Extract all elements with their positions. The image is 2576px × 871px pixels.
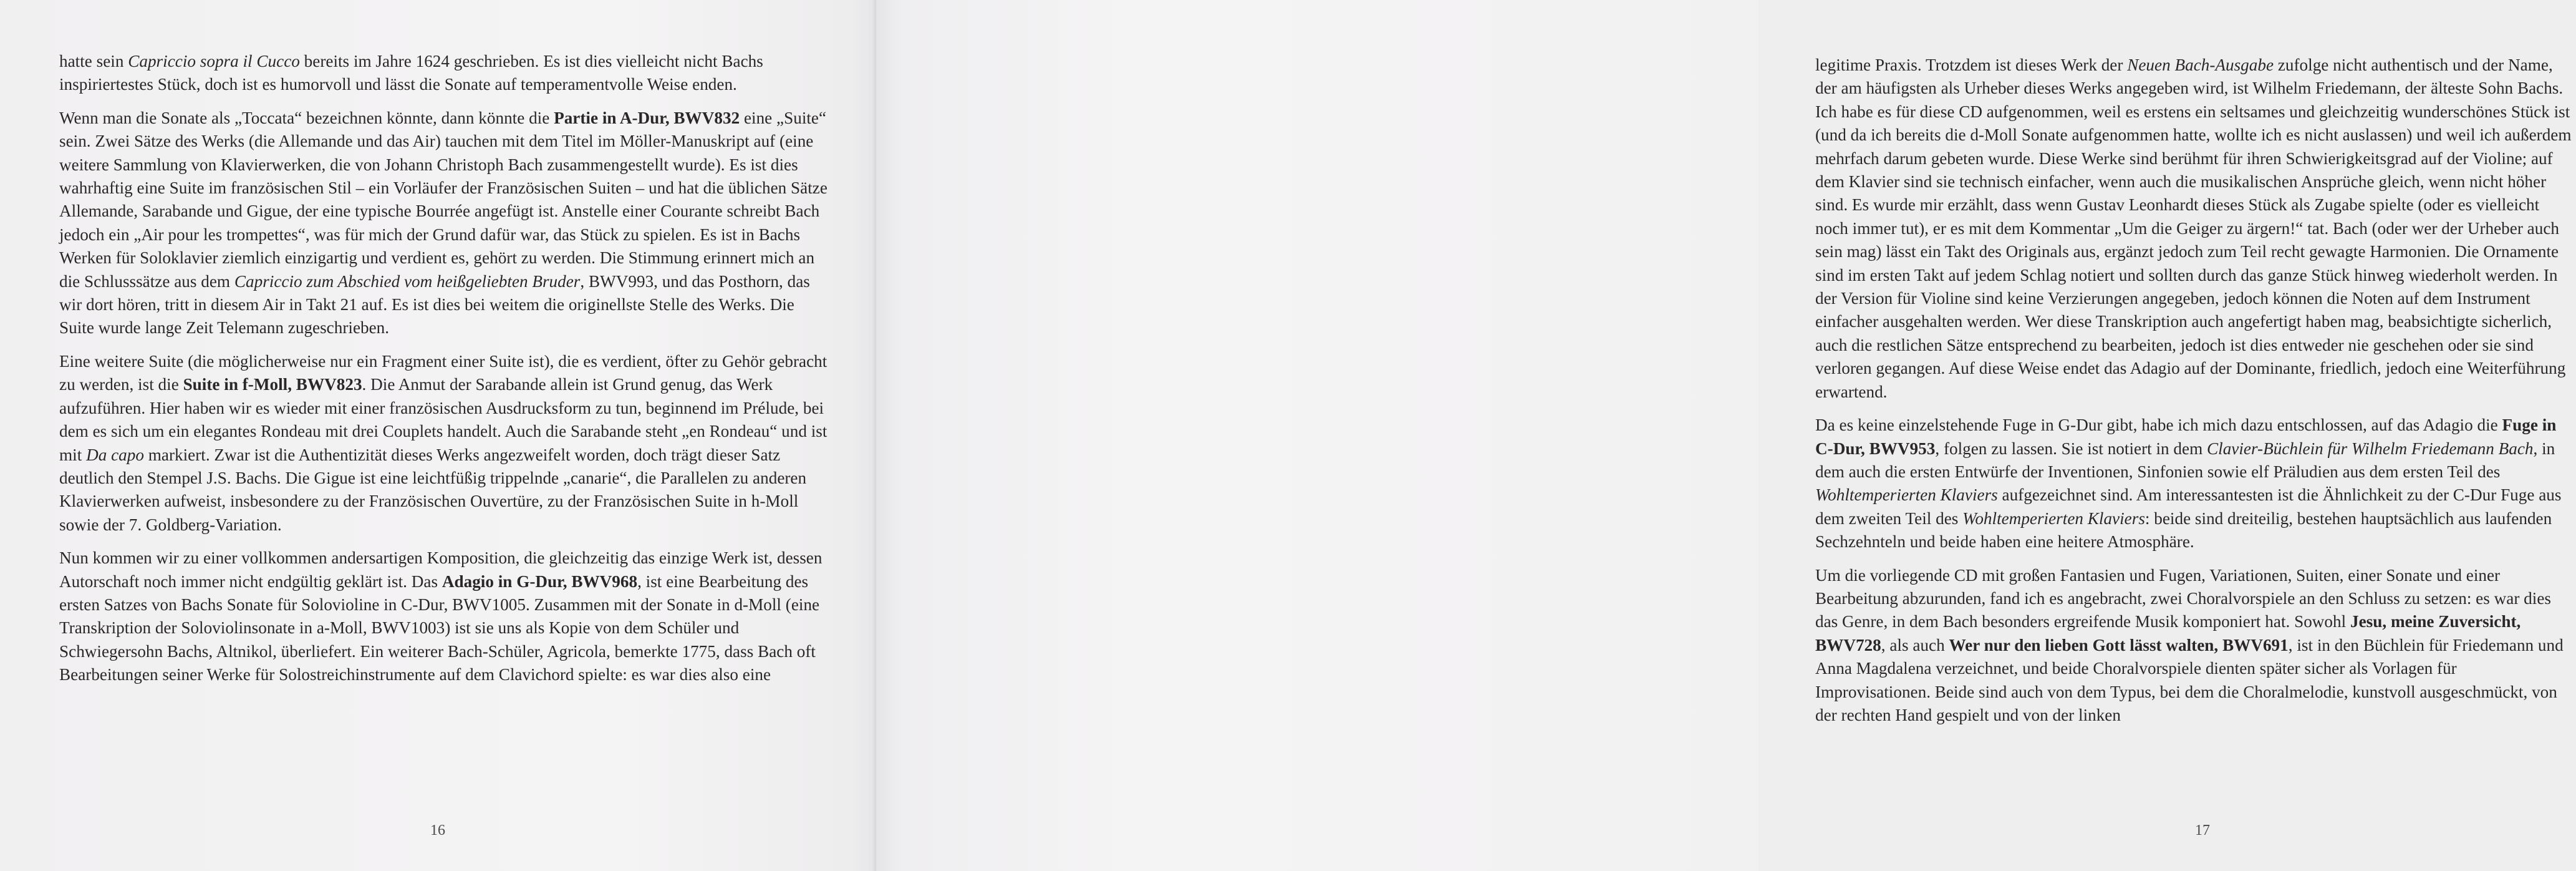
left-page — [0, 0, 876, 871]
page-number: 17 — [2195, 822, 2210, 839]
paragraph: hatte sein Capriccio sopra il Cucco bereits im Jahre 1624 geschrieben. Es ist dies vielleicht nicht Bachs inspiriertestes Stück, doch ist es humorvoll und lässt die Sonate auf temperamentvolle Weise enden. — [59, 52, 763, 94]
work-title: Fuge in C-Dur, BWV953 — [1815, 416, 2557, 458]
paragraph: legitime Praxis. Trotzdem ist dieses Werk der Neuen Bach-Ausgabe zufolge nicht authentisch und der Name, der am häufigsten als Urheber dieses Werks angegeben wird, ist Wilhelm Friedemann, der älteste Sohn Bachs. Ich habe es für diese CD aufgenommen, weil es erstens ein seltsames und gleichzeitig wunderschönes Stück ist (und da ich bereits die d-Moll Sonate aufgenommen hatte, wollte ich es nicht auslassen) und weil ich außerdem mehrfach darum gebeten wurde. Diese Werke sind berühmt für ihren Schwierigkeitsgrad auf der Violine; auf dem Klavier sind sie technisch einfacher, wenn auch die musikalischen Ansprüche gleich, wenn nicht höher sind. Es wurde mir erzählt, dass wenn Gustav Leonhardt dieses Stück als Zugabe spielte (oder es vielleicht noch immer tut), er es mit dem Kommentar „Um die Geiger zu ärgern!“ tat. Bach (oder wer der Urheber auch sein mag) lässt ein Takt des Originals aus, ergänzt jedoch zum Teil recht gewagte Harmonien. Die Ornamente sind im ersten Takt auf jedem Schlag notiert und sollten durch das ganze Stück hinweg wiederholt werden. In der Version für Violine sind keine Verzierungen angegeben, jedoch können die Noten auf dem Instrument einfacher ausgehalten werden. Wer diese Transkription auch angefertigt haben mag, beabsichtigte sicherlich, auch die restlichen Sätze entsprechend zu bearbeiten, jedoch ist dies entweder nie geschehen oder sie sind verloren gegangen. Auf diese Weise endet das Adagio auf der Dominante, friedlich, jedoch eine Weiterführung erwartend. — [1815, 56, 2572, 401]
paragraph: Da es keine einzelstehende Fuge in G-Dur gibt, habe ich mich dazu entschlossen, auf das Adagio die Fuge in C-Dur, BWV953, folgen zu lassen. Sie ist notiert in dem Clavier-Büchlein für Wilhelm Friedemann Bach, in dem auch die ersten Entwürfe der Inventionen, Sinfonien sowie elf Präludien aus dem ersten Teil des Wohltemperierten Klaviers aufgezeichnet sind. Am interessantesten ist die Ähnlichkeit zu der C-Dur Fuge aus dem zweiten Teil des Wohltemperierten Klaviers: beide sind dreiteilig, bestehen hauptsächlich aus laufenden Sechzehnteln und beide haben eine heitere Atmosphäre. — [1815, 416, 2562, 552]
right-page-text — [1815, 54, 2576, 737]
paragraph: Eine weitere Suite (die möglicherweise nur ein Fragment einer Suite ist), die es verdient, öfter zu Gehör gebracht zu werden, ist die Suite in f-Moll, BWV823. Die Anmut der Sarabande allein ist Grund genug, das Werk aufzuführen. Hier haben wir es wieder mit einer französischen Ausdrucksform zu tun, beginnend im Prélude, bei dem es sich um ein elegantes Rondeau mit drei Couplets handelt. Auch die Sarabande steht „en Rondeau“ und ist mit Da capo markiert. Zwar ist die Authentizität dieses Werks angezweifelt worden, doch trägt dieser Satz deutlich den Stempel J.S. Bachs. Die Gigue ist eine leichtfüßig trippelnde „canarie“, die Parallelen zu anderen Klavierwerken aufweist, insbesondere zu der Französischen Ouvertüre, zu der Französischen Suite in h-Moll sowie der 7. Goldberg-Variation. — [59, 351, 827, 534]
right-page — [876, 0, 2572, 871]
paragraph: Um die vorliegende CD mit großen Fantasien und Fugen, Variationen, Suiten, einer Sonate und einer Bearbeitung abzurunden, fand ich es angebracht, zwei Choralvorspiele an den Schluss zu setzen: es war dies das Genre, in dem Bach besonders ergreifende Musik komponiert hat. Sowohl Jesu, meine Zuversicht, BWV728, als auch Wer nur den lieben Gott lässt walten, BWV691, ist in den Büchlein für Friedemann und Anna Magdalena verzeichnet, und beide Choralvorspiele dienten später sicher als Vorlagen für Improvisationen. Beide sind auch von dem Typus, bei dem die Choralmelodie, kunstvoll ausgeschmückt, von der rechten Hand gespielt und von der linken — [1815, 565, 2564, 724]
work-title: Adagio in G-Dur, BWV968 — [441, 572, 638, 591]
paragraph: Nun kommen wir zu einer vollkommen andersartigen Komposition, die gleichzeitig das einzige Werk ist, dessen Autorschaft noch immer nicht endgültig geklärt ist. Das Adagio in G-Dur, BWV968, ist eine Bearbeitung des ersten Satzes von Bachs Sonate für Solovioline in C-Dur, BWV1005. Zusammen mit der Sonate in d-Moll (eine Transkription der Soloviolinsonate in a-Moll, BWV1003) ist sie uns als Kopie von dem Schüler und Schwiegersohn Bachs, Altnikol, überliefert. Ein weiterer Bach-Schüler, Agricola, bemerkte 1775, dass Bach oft Bearbeitungen seiner Werke für Solostreichinstrumente auf dem Clavichord spielte: es war dies also eine — [59, 548, 822, 684]
paragraph: Wenn man die Sonate als „Toccata“ bezeichnen könnte, dann könnte die Partie in A-Dur, BWV832 eine „Suite“ sein. Zwei Sätze des Werks (die Allemande und das Air) tauchen mit dem Titel im Möller-Manuskript auf (eine weitere Sammlung von Klavierwerken, die von Johann Christoph Bach zusammengestellt wurde). Es ist dies wahrhaftig eine Suite im französischen Stil – ein Vorläufer der Französischen Suiten – und hat die üblichen Sätze Allemande, Sarabande und Gigue, der eine typische Bourrée angefügt ist. Anstelle einer Courante schreibt Bach jedoch ein „Air pour les trompettes“, was für mich der Grund dafür war, das Stück zu spielen. Es ist in Bachs Werken für Soloklavier ziemlich einzigartig und verdient es, gehört zu werden. Die Stimmung erinnert mich an die Schlusssätze aus dem Capriccio zum Abschied vom heißgeliebten Bruder, BWV993, und das Posthorn, das wir dort hören, tritt in diesem Air in Takt 21 auf. Es ist dies bei weitem die originellste Stelle des Werks. Die Suite wurde lange Zeit Telemann zugeschrieben. — [59, 108, 827, 338]
left-page-text — [59, 50, 832, 697]
work-title: Suite in f-Moll, BWV823 — [183, 375, 362, 394]
work-title: Partie in A-Dur, BWV832 — [554, 108, 740, 127]
work-title: Jesu, meine Zuversicht, BWV728 — [1815, 612, 2521, 654]
work-title: Wer nur den lieben Gott lässt walten, BWV691 — [1949, 635, 2289, 654]
page-number: 16 — [430, 822, 445, 839]
